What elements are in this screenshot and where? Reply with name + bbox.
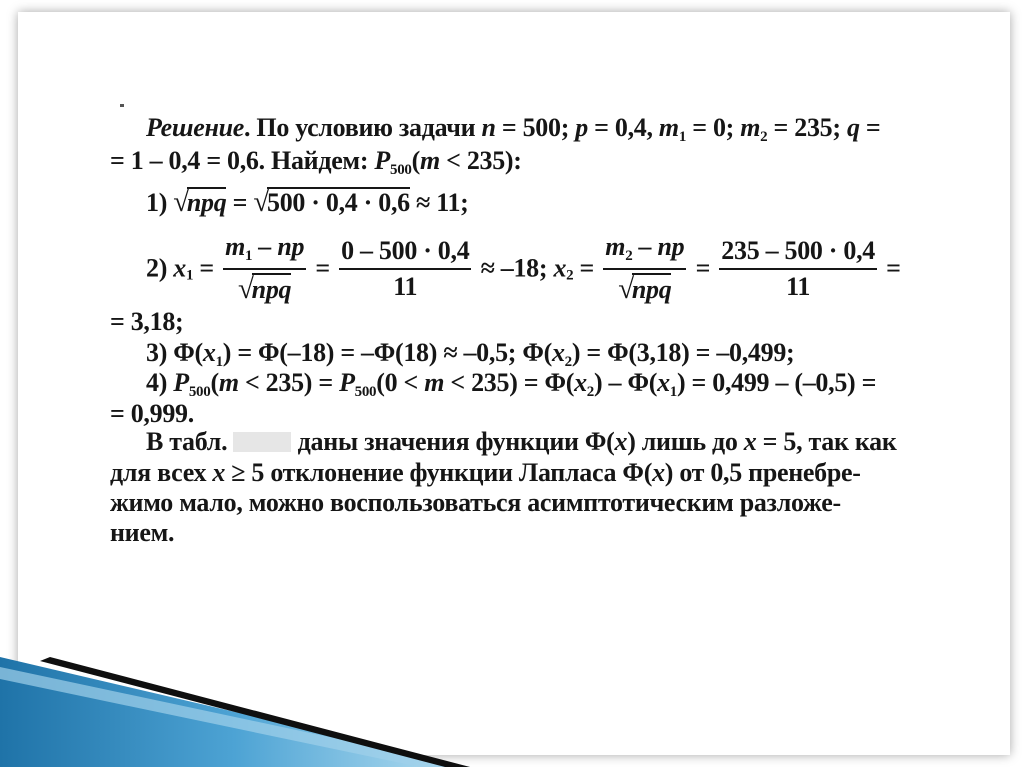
paragraph-line-4: нием.: [110, 518, 175, 547]
var-n: n: [481, 113, 496, 142]
text: 3) Φ(: [146, 338, 203, 367]
text: x: [743, 427, 757, 456]
text: x: [652, 458, 665, 487]
text: P: [339, 368, 355, 397]
var-x: x: [553, 253, 567, 283]
subscript: 2: [760, 129, 768, 145]
text: ≈ –18;: [474, 253, 554, 283]
var-q: q: [846, 113, 860, 142]
text: =: [879, 253, 901, 283]
scan-speck: [120, 104, 124, 107]
text: = 1 – 0,4 = 0,6. Найдем:: [110, 146, 375, 175]
text: =: [193, 253, 221, 283]
text: 235 – 500 · 0,4: [719, 237, 877, 269]
text: = 500;: [495, 113, 576, 142]
var-m: m: [419, 146, 440, 175]
sqrt-sign: √: [253, 186, 269, 218]
decorative-corner-stripe: [0, 657, 1024, 767]
text: ) от 0,5 пренебре-: [664, 458, 861, 487]
text: 2: [586, 384, 594, 400]
text: x: [614, 427, 628, 456]
text: 11: [786, 271, 811, 301]
text: 0 – 500 · 0,4: [339, 237, 471, 269]
paragraph-line-3: жимо мало, можно воспользоваться асимптотическим разложе-: [110, 488, 841, 517]
var-m: m: [658, 113, 679, 142]
text: x: [212, 458, 226, 487]
text: x: [202, 338, 216, 367]
text: 2: [625, 248, 633, 264]
text: =: [689, 253, 717, 283]
text: < 235) = Φ(: [444, 368, 575, 397]
text: ) = 0,499 – (–0,5) =: [676, 368, 877, 397]
text: m: [225, 232, 246, 261]
text: =: [309, 253, 337, 283]
text: – np: [252, 232, 305, 261]
var-P: P: [374, 146, 390, 175]
text: 4): [146, 368, 174, 397]
solution-heading: Решение: [146, 113, 245, 142]
text: = 0;: [686, 113, 741, 142]
text: – np: [632, 232, 685, 261]
text: x: [574, 368, 587, 397]
text: . По условию задачи: [244, 113, 482, 142]
text: ) лишь до: [627, 427, 744, 456]
text: √: [238, 272, 254, 305]
text: 11: [393, 271, 418, 301]
text: x: [657, 368, 670, 397]
line-1: [146, 115, 880, 145]
line-5: = 3,18;: [110, 307, 184, 336]
text: ≥ 5 отклонение функции Лапласа Φ(: [225, 458, 653, 487]
text: 1: [215, 354, 223, 370]
text: (: [411, 146, 420, 175]
text: x: [551, 338, 565, 367]
text: даны значения функции Φ(: [291, 427, 615, 456]
text: npq: [631, 274, 672, 304]
fraction-x2-symbolic: [603, 233, 686, 304]
text: =: [859, 113, 881, 142]
text: 1): [146, 188, 174, 217]
line-3: [146, 187, 469, 217]
text: 1: [669, 384, 677, 400]
text: (0 <: [376, 368, 425, 397]
text: < 235):: [439, 146, 522, 175]
text: √: [618, 272, 634, 305]
text: 2: [564, 354, 572, 370]
text: = 0,4,: [587, 113, 659, 142]
fraction-x2-numeric: [719, 237, 877, 300]
text: < 235) =: [238, 368, 340, 397]
text: m: [424, 368, 445, 397]
sqrt-sign: √: [173, 186, 189, 218]
subscript: 1: [678, 129, 687, 145]
fraction-x1-symbolic: [223, 233, 306, 304]
text: m: [218, 368, 239, 397]
text: В табл.: [146, 427, 234, 456]
text: =: [226, 188, 254, 217]
text: P: [173, 368, 189, 397]
line-7: [146, 370, 876, 400]
var-p: p: [575, 113, 588, 142]
text: ≈ 11;: [409, 188, 469, 217]
text: ) = Φ(–18) = –Φ(18) ≈ –0,5; Φ(: [222, 338, 552, 367]
var-m: m: [740, 113, 761, 142]
var-x: x: [173, 253, 186, 283]
text: для всех: [110, 458, 213, 487]
line-6: [146, 340, 794, 370]
text: 1: [245, 248, 253, 264]
paragraph-line-2: [110, 460, 861, 486]
text: = 235;: [767, 113, 847, 142]
text: (: [210, 368, 219, 397]
text: 500: [354, 384, 377, 400]
line-8: = 0,999.: [110, 399, 194, 428]
radicand-npq: npq: [186, 188, 227, 217]
text: ) = Φ(3,18) = –0,499;: [571, 338, 795, 367]
text: m: [605, 232, 626, 261]
radicand-numbers: 500 · 0,4 · 0,6: [267, 188, 410, 217]
line-4: [146, 233, 901, 304]
subscript: 500: [390, 162, 412, 178]
subscript: 2: [566, 267, 574, 284]
paragraph-line-1: [146, 429, 897, 455]
text: 2): [146, 253, 174, 283]
text: 500: [188, 384, 211, 400]
line-2: [110, 148, 522, 178]
text: =: [573, 253, 601, 283]
smudged-table-ref: [233, 432, 291, 452]
text: = 5, так как: [756, 427, 897, 456]
fraction-x1-numeric: [339, 237, 471, 300]
text: npq: [251, 274, 292, 304]
text: ) – Φ(: [594, 368, 658, 397]
subscript: 1: [185, 267, 194, 284]
